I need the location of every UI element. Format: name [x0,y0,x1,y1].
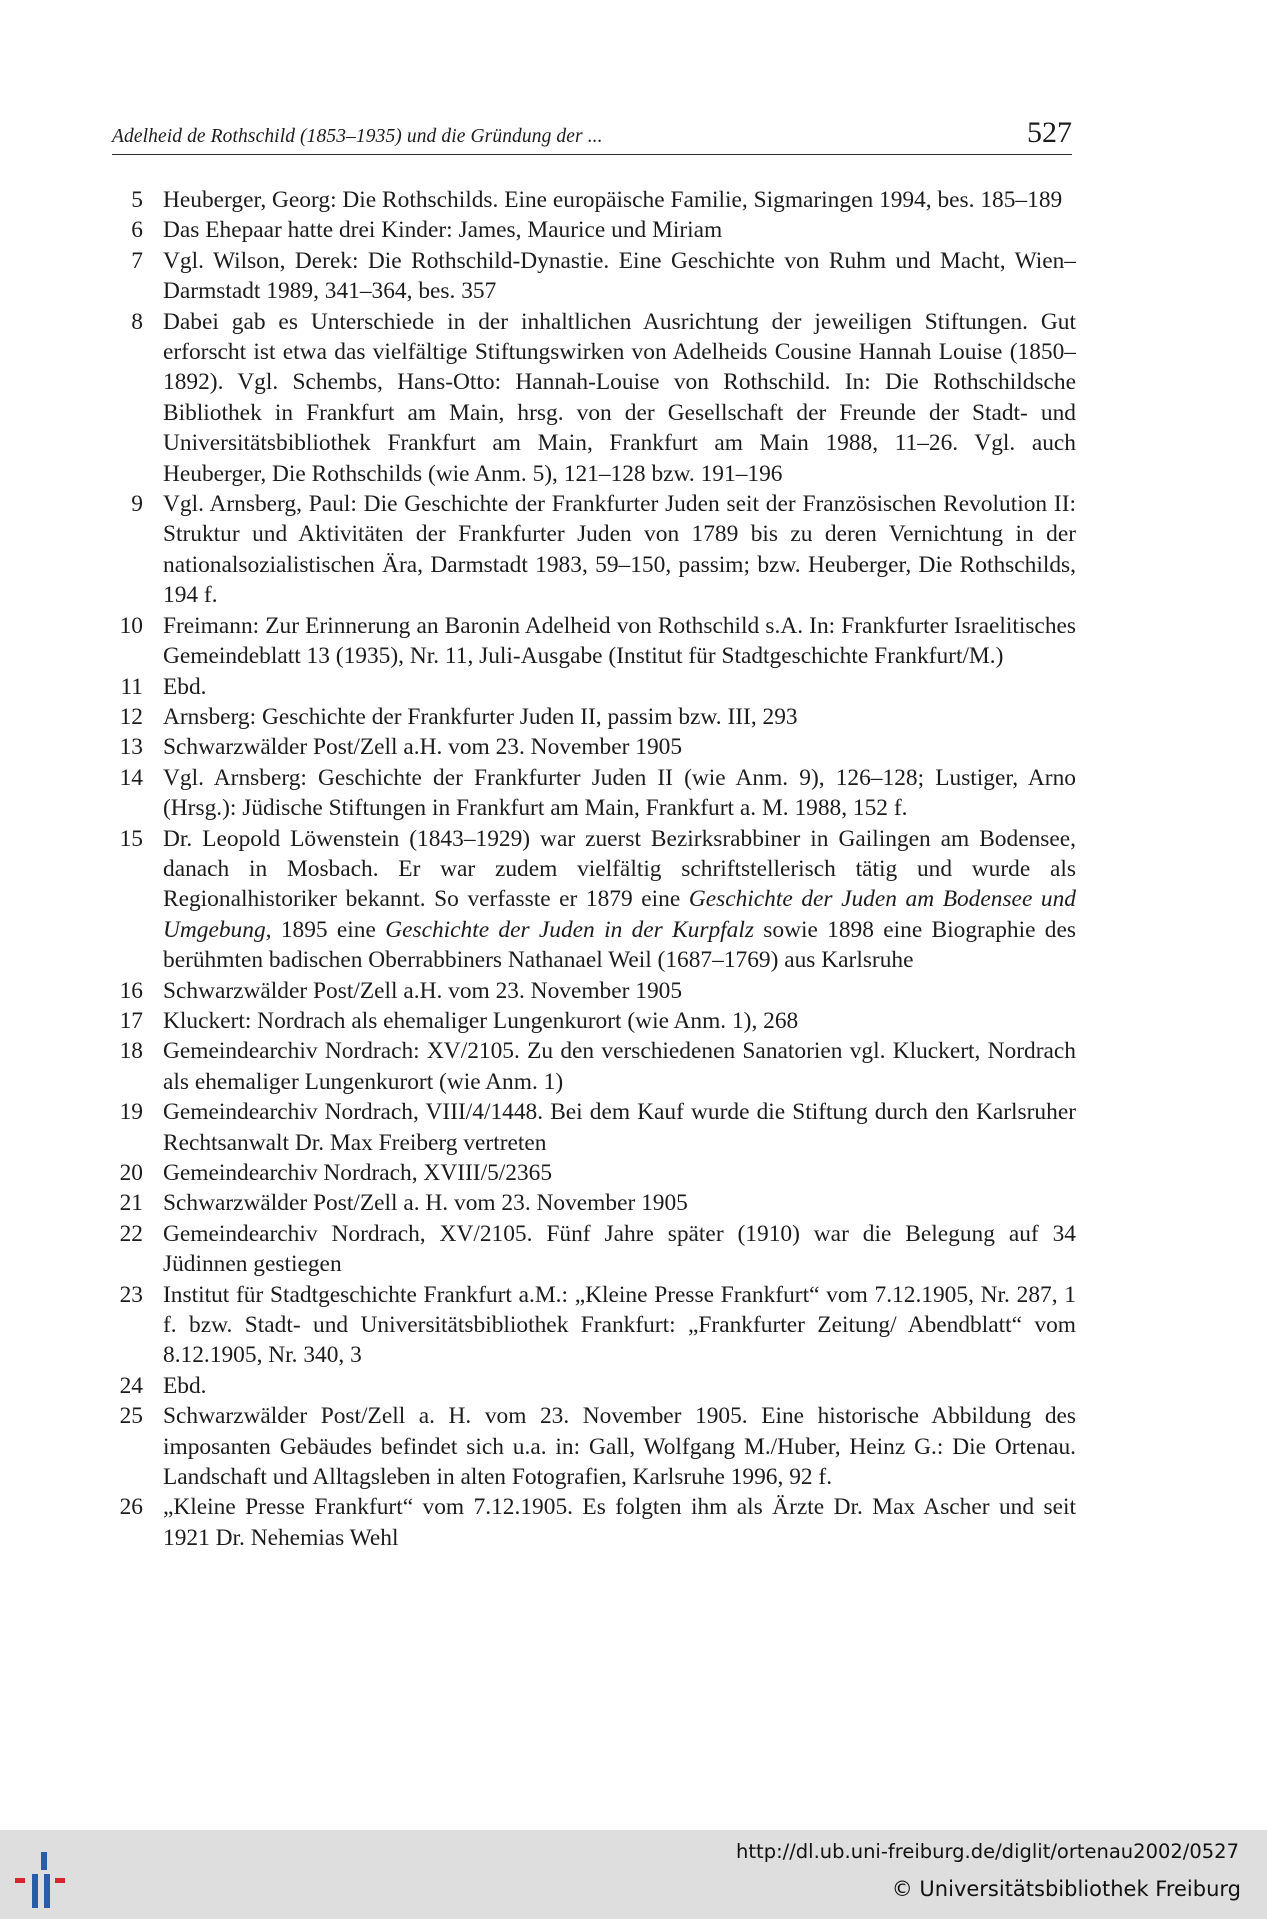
page-header [112,112,1072,155]
footnote-text-segment: Kluckert: Nordrach als ehemaliger Lungenkurort (wie Anm. 1), 268 [163,1007,799,1034]
footnote-text-segment: Schwarzwälder Post/Zell a.H. vom 23. November 1905 [163,734,683,761]
footnote-text-segment: Heuberger, Georg: Die Rothschilds. Eine europäische Familie, Sigmaringen 1994, bes. 185–189 [163,187,1063,213]
footnote-text [163,672,1076,702]
footnote-number: 23 [119,1281,143,1308]
footnote-text-segment: Das Ehepaar hatte drei Kinder: James, Maurice und Miriam [163,217,723,244]
footnote-italic-title: Geschichte der Juden in der Kurpfalz [385,916,754,943]
footnote-item [108,672,1076,702]
footnote-text-segment: Arnsberg: Geschichte der Frankfurter Juden II, passim bzw. III, 293 [163,703,798,730]
footnote-item [108,732,1076,762]
footnote-number: 14 [119,764,143,791]
footnote-text-segment: „Kleine Presse Frankfurt“ vom 7.12.1905. Es folgten ihm als Ärzte Dr. Max Ascher und seit 1921 Dr. Nehemias Wehl [163,1494,1076,1551]
footnote-number: 24 [119,1372,143,1399]
footnote-text [163,1280,1076,1371]
footnote-text [163,1401,1076,1492]
footnote-text [163,307,1076,489]
footnote-text [163,1492,1076,1553]
footnote-text-segment: Schwarzwälder Post/Zell a. H. vom 23. November 1905 [163,1190,688,1217]
footnote-item [108,1280,1076,1371]
footnote-text [163,824,1076,976]
footnote-text-segment: Schwarzwälder Post/Zell a.H. vom 23. November 1905 [163,977,683,1004]
footnote-item [108,1219,1076,1280]
footnote-text [163,1371,1076,1401]
footnote-item [108,1401,1076,1492]
footnote-text [163,1036,1076,1097]
footnote-number: 18 [119,1038,143,1065]
footnote-number: 5 [131,187,143,213]
footnote-text [163,489,1076,611]
footnote-number: 25 [119,1403,143,1430]
footer-bar [0,1830,1267,1919]
footer-copyright: © Universitätsbibliothek Freiburg [891,1877,1241,1901]
footnote-text-segment: Gemeindearchiv Nordrach, XV/2105. Fünf Jahre später (1910) war die Belegung auf 34 Jüdinnen gestiegen [163,1220,1076,1278]
footnote-text-segment: Gemeindearchiv Nordrach: XV/2105. Zu den verschiedenen Sanatorien vgl. Kluckert, Nordrach als ehemaliger Lungenkurort (wie Anm. 1) [163,1038,1076,1095]
footnote-text-segment: Vgl. Arnsberg: Geschichte der Frankfurter Juden II (wie Anm. 9), 126–128; Lustiger, Arno (Hrsg.): Jüdische Stiftungen in Frankfurt am Main, Frankfurt a. M. 1988, 152 f. [163,764,1076,822]
footnote-item [108,307,1076,489]
footnote-number: 22 [119,1220,143,1247]
footnote-number: 7 [131,247,143,274]
footnote-item [108,824,1076,976]
footnote-italic-title: Geschichte der Juden am Bodensee und Umgebung, [163,886,1076,943]
footnote-text-segment: Gemeindearchiv Nordrach, VIII/4/1448. Bei dem Kauf wurde die Stiftung durch den Karlsruher Rechtsanwalt Dr. Max Freiberg vertreten [163,1099,1076,1156]
footnote-item [108,185,1076,215]
footnote-item [108,763,1076,824]
page-number: 527 [1027,116,1072,149]
footnote-item [108,1097,1076,1158]
footnote-text [163,246,1076,307]
footnote-item [108,1006,1076,1036]
footer-url-link[interactable]: http://dl.ub.uni-freiburg.de/diglit/ortenau2002/0527 [736,1840,1239,1863]
footnote-item [108,1188,1076,1218]
footnote-item [108,1492,1076,1553]
footnote-number: 12 [119,703,143,730]
running-title: Adelheid de Rothschild (1853–1935) und die Gründung der ... [112,126,603,147]
footnote-text [163,1188,1076,1218]
footnote-text [163,763,1076,824]
footnote-number: 16 [119,977,143,1004]
footnote-text-segment: Ebd. [163,673,207,700]
footnote-text [163,185,1076,215]
footnote-item [108,215,1076,245]
footnotes-list [108,185,1076,1553]
footnote-item [108,702,1076,732]
footnote-number: 15 [119,825,143,852]
footnote-text-segment: Institut für Stadtgeschichte Frankfurt a.M.: „Kleine Presse Frankfurt“ vom 7.12.1905, Nr. 287, 1 f. bzw. Stadt- und Universitätsbibliothek Frankfurt: „Frankfurter Zeitung/ Abendblatt“ vom 8.12.1905, Nr. 340, 3 [163,1281,1076,1369]
footnote-text [163,1006,1076,1036]
footnote-item [108,976,1076,1006]
footnote-text-segment: Vgl. Wilson, Derek: Die Rothschild-Dynastie. Eine Geschichte von Ruhm und Macht, Wien–Darmstadt 1989, 341–364, bes. 357 [163,247,1076,305]
footnote-item [108,611,1076,672]
footnote-text-segment: Dabei gab es Unterschiede in der inhaltlichen Ausrichtung der jeweiligen Stiftungen. Gut erforscht ist etwa das vielfältige Stiftungswirken von Adelheids Cousine Hannah Louise (1850–1892). Vgl. Schembs, Hans-Otto: Hannah-Louise von Rothschild. In: Die Rothschildsche Bibliothek in Frankfurt am Main, hrsg. von der Gesellschaft der Freunde der Stadt- und Universitätsbibliothek Frankfurt am Main, Frankfurt am Main 1988, 11–26. Vgl. auch Heuberger, Die Rothschilds (wie Anm. 5), 121–128 bzw. 191–196 [163,308,1076,487]
footnote-text-segment: Ebd. [163,1372,207,1399]
footnote-number: 9 [131,491,143,518]
footnote-text [163,611,1076,672]
footnote-text-segment: Dr. Leopold Löwenstein (1843–1929) war zuerst Bezirksrabbiner in Gailingen am Bodensee, danach in Mosbach. Er war zudem vielfältig schriftstellerisch tätig und wurde als Regionalhistoriker bekannt. So verfasste er 1879 eine [163,825,1076,913]
footnote-item [108,246,1076,307]
footnote-text [163,732,1076,762]
footnote-text-segment: sowie 1898 eine Biographie des berühmten badischen Oberrabbiners Nathanael Weil (1687–1769) aus Karlsruhe [163,916,1076,974]
footnote-text [163,1219,1076,1280]
footnote-item [108,489,1076,611]
footnote-number: 13 [119,734,143,761]
footnote-text-segment: 1895 eine [271,916,386,943]
footnote-number: 6 [131,217,143,244]
footnote-number: 19 [119,1099,143,1126]
footnote-number: 17 [119,1007,143,1034]
footnote-text [163,215,1076,245]
footnote-text [163,1097,1076,1158]
footnote-text-segment: Gemeindearchiv Nordrach, XVIII/5/2365 [163,1160,553,1186]
footnote-text [163,976,1076,1006]
footnote-item [108,1371,1076,1401]
footnote-number: 8 [131,308,143,335]
footnote-item [108,1158,1076,1188]
footnote-number: 26 [119,1494,143,1521]
footnote-text [163,1158,1076,1188]
footnote-number: 11 [120,673,143,700]
footnote-text-segment: Vgl. Arnsberg, Paul: Die Geschichte der Frankfurter Juden seit der Französischen Revolution II: Struktur und Aktivitäten der Frankfurter Juden von 1789 bis zu deren Vernichtung in der nationalsozialistischen Ära, Darmstadt 1983, 59–150, passim; bzw. Heuberger, Die Rothschilds, 194 f. [163,491,1076,609]
ub-freiburg-logo-icon [15,1852,77,1912]
footnote-item [108,1036,1076,1097]
footnote-number: 10 [119,612,143,639]
footnote-number: 20 [119,1160,143,1186]
footnote-text-segment: Schwarzwälder Post/Zell a. H. vom 23. November 1905. Eine historische Abbildung des imposanten Gebäudes befindet sich u.a. in: Gall, Wolfgang M./Huber, Heinz G.: Die Ortenau. Landschaft und Alltagsleben in alten Fotografien, Karlsruhe 1996, 92 f. [163,1403,1076,1491]
footnote-text [163,702,1076,732]
footnote-text-segment: Freimann: Zur Erinnerung an Baronin Adelheid von Rothschild s.A. In: Frankfurter Israelitisches Gemeindeblatt 13 (1935), Nr. 11, Juli-Ausgabe (Institut für Stadtgeschichte Frankfurt/M.) [163,612,1076,670]
footnote-number: 21 [119,1190,143,1217]
